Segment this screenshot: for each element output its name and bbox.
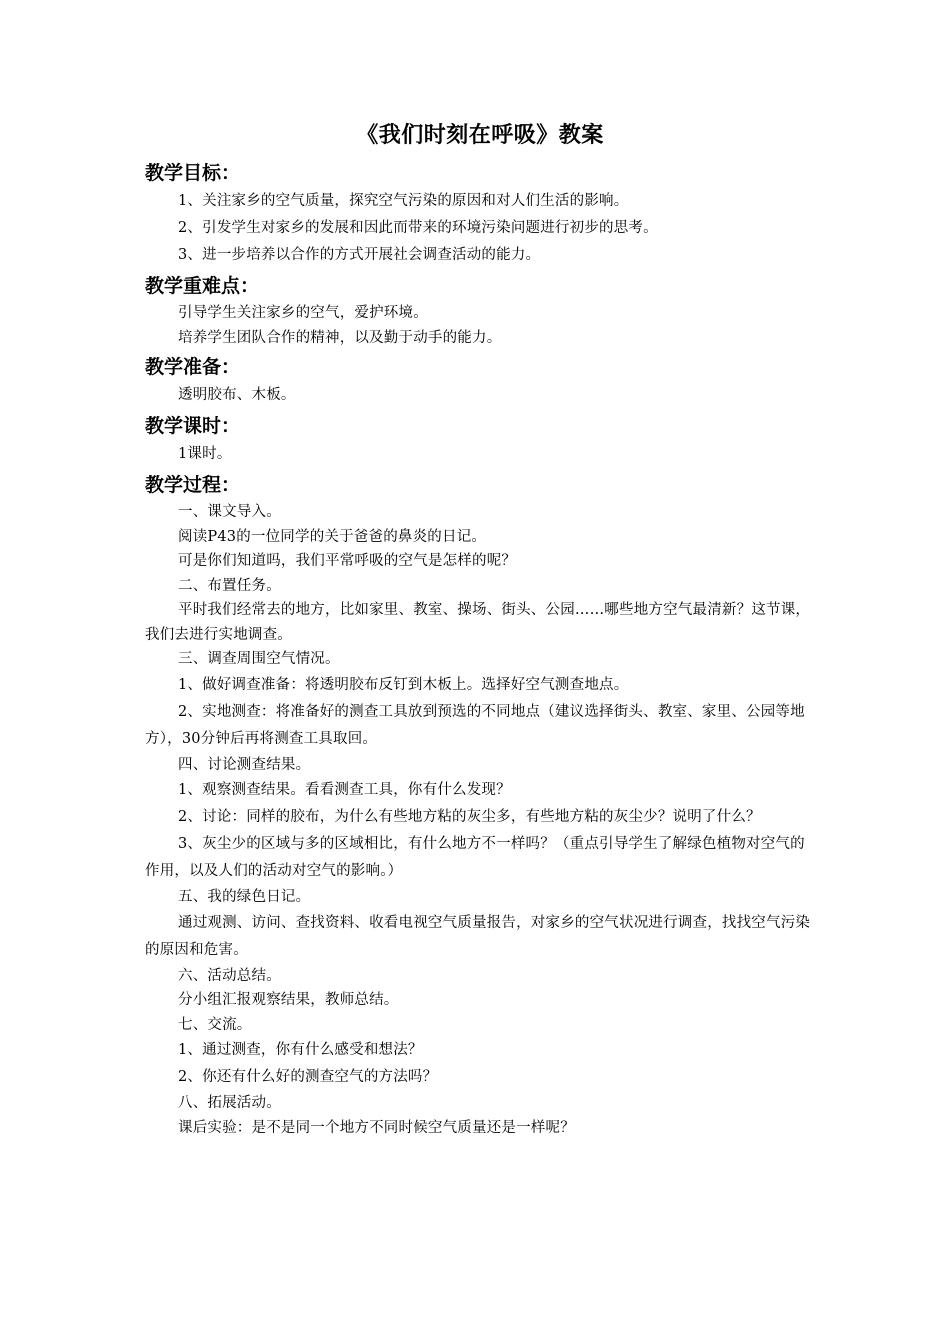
paragraph: 1、关注家乡的空气质量，探究空气污染的原因和对人们生活的影响。 <box>178 193 629 209</box>
paragraph: 一、课文导入。 <box>178 504 281 520</box>
section-objectives <box>145 158 815 269</box>
paragraph: 引导学生关注家乡的空气，爱护环境。 <box>178 305 428 321</box>
paragraph: 1、做好调查准备：将透明胶布反钉到木板上。选择好空气测查地点。 <box>178 676 629 693</box>
paragraph: 1、通过测查，你有什么感受和想法？ <box>178 1042 423 1058</box>
paragraph: 课后实验：是不是同一个地方不同时候空气质量还是一样呢？ <box>178 1119 575 1136</box>
paragraph: 六、活动总结。 <box>178 967 281 984</box>
section-class-hours <box>145 411 815 468</box>
paragraph: 3、进一步培养以合作的方式开展社会调查活动的能力。 <box>178 247 541 263</box>
paragraph: 五、我的绿色日记。 <box>178 889 311 905</box>
paragraph: 1、观察测查结果。看看测查工具，你有什么发现？ <box>178 782 511 798</box>
paragraph: 平时我们经常去的地方，比如家里、教室、操场、街头、公园……哪些地方空气最清新？这节课，我们去进行实地调查。 <box>145 602 811 643</box>
section-heading: 教学准备： <box>145 356 241 378</box>
paragraph: 3、灰尘少的区域与多的区域相比，有什么地方不一样吗？（重点引导学生了解绿色植物对空气的作用，以及人们的活动对空气的影响。） <box>145 836 805 879</box>
paragraph: 八、拓展活动。 <box>178 1095 281 1111</box>
paragraph: 2、你还有什么好的测查空气的方法吗？ <box>178 1069 438 1085</box>
paragraph: 2、引发学生对家乡的发展和因此而带来的环境污染问题进行初步的思考。 <box>178 220 658 236</box>
section-heading: 教学目标： <box>145 162 241 184</box>
paragraph: 二、布置任务。 <box>178 577 281 594</box>
lesson-plan <box>145 118 815 1142</box>
paragraph: 2、实地测查：将准备好的测查工具放到预选的不同地点（建议选择街头、教室、家里、公园等地方），30分钟后再将测查工具取回。 <box>145 703 805 747</box>
paragraph: 通过观测、访问、查找资料、收看电视空气质量报告，对家乡的空气状况进行调查，找找空气污染的原因和危害。 <box>145 914 811 958</box>
paragraph: 透明胶布、木板。 <box>178 387 296 403</box>
paragraph: 培养学生团队合作的精神，以及勤于动手的能力。 <box>178 329 502 346</box>
paragraph: 2、讨论：同样的胶布，为什么有些地方粘的灰尘多，有些地方粘的灰尘少？说明了什么？ <box>178 809 761 825</box>
section-process <box>145 470 815 1140</box>
paragraph: 分小组汇报观察结果，教师总结。 <box>178 992 399 1008</box>
paragraph: 三、调查周围空气情况。 <box>178 651 340 667</box>
paragraph: 可是你们知道吗，我们平常呼吸的空气是怎样的呢？ <box>178 553 517 569</box>
paragraph: 阅读P43的一位同学的关于爸爸的鼻炎的日记。 <box>178 528 487 545</box>
section-preparation <box>145 352 815 409</box>
section-key-points <box>145 271 815 350</box>
section-heading: 教学重难点： <box>145 275 260 297</box>
paragraph: 1课时。 <box>178 446 232 462</box>
document-title: 《我们时刻在呼吸》教案 <box>356 123 604 148</box>
paragraph: 四、讨论测查结果。 <box>178 756 311 773</box>
paragraph: 七、交流。 <box>178 1016 252 1033</box>
section-heading: 教学过程： <box>145 474 241 496</box>
section-heading: 教学课时： <box>145 415 241 437</box>
